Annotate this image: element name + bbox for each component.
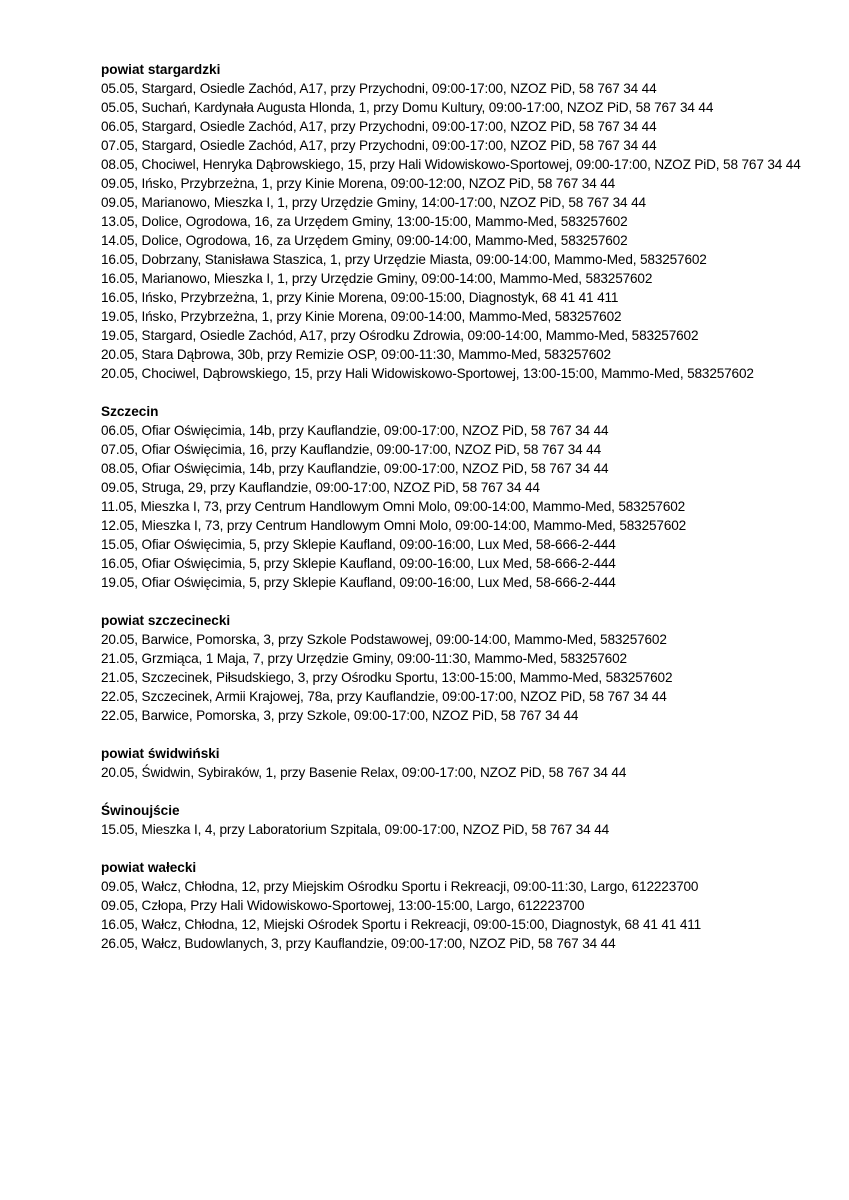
list-item: 05.05, Suchań, Kardynała Augusta Hlonda, 1, przy Domu Kultury, 09:00-17:00, NZOZ PiD, 58 767 34 44 (101, 100, 714, 115)
list-item: 22.05, Szczecinek, Armii Krajowej, 78a, przy Kauflandzie, 09:00-17:00, NZOZ PiD, 58 767 34 44 (101, 689, 667, 704)
section-powiat-swidwinski (101, 744, 821, 782)
list-item: 09.05, Struga, 29, przy Kauflandzie, 09:00-17:00, NZOZ PiD, 58 767 34 44 (101, 480, 540, 495)
list-item: 12.05, Mieszka I, 73, przy Centrum Handlowym Omni Molo, 09:00-14:00, Mammo-Med, 583257602 (101, 518, 687, 533)
document-page (101, 60, 821, 972)
list-item: 21.05, Grzmiąca, 1 Maja, 7, przy Urzędzie Gminy, 09:00-11:30, Mammo-Med, 583257602 (101, 651, 627, 666)
section-heading: powiat szczecinecki (101, 613, 231, 628)
section-heading: powiat wałecki (101, 860, 197, 875)
list-item: 07.05, Ofiar Oświęcimia, 16, przy Kauflandzie, 09:00-17:00, NZOZ PiD, 58 767 34 44 (101, 442, 601, 457)
list-item: 09.05, Marianowo, Mieszka I, 1, przy Urzędzie Gminy, 14:00-17:00, NZOZ PiD, 58 767 34 44 (101, 195, 646, 210)
list-item: 20.05, Chociwel, Dąbrowskiego, 15, przy Hali Widowiskowo-Sportowej, 13:00-15:00, Mammo-Med, 583257602 (101, 366, 754, 381)
list-item: 22.05, Barwice, Pomorska, 3, przy Szkole, 09:00-17:00, NZOZ PiD, 58 767 34 44 (101, 708, 579, 723)
list-item: 09.05, Człopa, Przy Hali Widowiskowo-Sportowej, 13:00-15:00, Largo, 612223700 (101, 898, 585, 913)
list-item: 19.05, Ińsko, Przybrzeżna, 1, przy Kinie Morena, 09:00-14:00, Mammo-Med, 583257602 (101, 309, 622, 324)
list-item: 11.05, Mieszka I, 73, przy Centrum Handlowym Omni Molo, 09:00-14:00, Mammo-Med, 583257602 (101, 499, 686, 514)
section-heading: powiat stargardzki (101, 62, 221, 77)
list-item: 05.05, Stargard, Osiedle Zachód, A17, przy Przychodni, 09:00-17:00, NZOZ PiD, 58 767 34 44 (101, 81, 657, 96)
list-item: 16.05, Ofiar Oświęcimia, 5, przy Sklepie Kaufland, 09:00-16:00, Lux Med, 58-666-2-444 (101, 556, 616, 571)
list-item: 16.05, Wałcz, Chłodna, 12, Miejski Ośrodek Sportu i Rekreacji, 09:00-15:00, Diagnostyk, 68 41 41 411 (101, 917, 702, 932)
section-swinoujscie (101, 801, 821, 839)
list-item: 09.05, Ińsko, Przybrzeżna, 1, przy Kinie Morena, 09:00-12:00, NZOZ PiD, 58 767 34 44 (101, 176, 616, 191)
section-heading: Szczecin (101, 404, 159, 419)
list-item: 09.05, Wałcz, Chłodna, 12, przy Miejskim Ośrodku Sportu i Rekreacji, 09:00-11:30, Largo, 612223700 (101, 879, 699, 894)
section-powiat-stargardzki (101, 60, 821, 383)
list-item: 20.05, Stara Dąbrowa, 30b, przy Remizie OSP, 09:00-11:30, Mammo-Med, 583257602 (101, 347, 611, 362)
list-item: 06.05, Stargard, Osiedle Zachód, A17, przy Przychodni, 09:00-17:00, NZOZ PiD, 58 767 34 44 (101, 119, 657, 134)
list-item: 19.05, Ofiar Oświęcimia, 5, przy Sklepie Kaufland, 09:00-16:00, Lux Med, 58-666-2-444 (101, 575, 616, 590)
section-powiat-walecki (101, 858, 821, 953)
section-powiat-szczecinecki (101, 611, 821, 725)
list-item: 15.05, Ofiar Oświęcimia, 5, przy Sklepie Kaufland, 09:00-16:00, Lux Med, 58-666-2-444 (101, 537, 616, 552)
list-item: 14.05, Dolice, Ogrodowa, 16, za Urzędem Gminy, 09:00-14:00, Mammo-Med, 583257602 (101, 233, 628, 248)
list-item: 08.05, Chociwel, Henryka Dąbrowskiego, 15, przy Hali Widowiskowo-Sportowej, 09:00-17:00, NZOZ PiD, 58 767 34 44 (101, 157, 801, 172)
section-szczecin (101, 402, 821, 592)
list-item: 15.05, Mieszka I, 4, przy Laboratorium Szpitala, 09:00-17:00, NZOZ PiD, 58 767 34 44 (101, 822, 610, 837)
list-item: 16.05, Marianowo, Mieszka I, 1, przy Urzędzie Gminy, 09:00-14:00, Mammo-Med, 583257602 (101, 271, 653, 286)
list-item: 26.05, Wałcz, Budowlanych, 3, przy Kauflandzie, 09:00-17:00, NZOZ PiD, 58 767 34 44 (101, 936, 616, 951)
section-heading: powiat świdwiński (101, 746, 220, 761)
section-heading: Świnoujście (101, 803, 180, 818)
list-item: 07.05, Stargard, Osiedle Zachód, A17, przy Przychodni, 09:00-17:00, NZOZ PiD, 58 767 34 44 (101, 138, 657, 153)
list-item: 08.05, Ofiar Oświęcimia, 14b, przy Kauflandzie, 09:00-17:00, NZOZ PiD, 58 767 34 44 (101, 461, 609, 476)
list-item: 20.05, Barwice, Pomorska, 3, przy Szkole Podstawowej, 09:00-14:00, Mammo-Med, 583257602 (101, 632, 667, 647)
list-item: 20.05, Świdwin, Sybiraków, 1, przy Basenie Relax, 09:00-17:00, NZOZ PiD, 58 767 34 44 (101, 765, 627, 780)
list-item: 13.05, Dolice, Ogrodowa, 16, za Urzędem Gminy, 13:00-15:00, Mammo-Med, 583257602 (101, 214, 628, 229)
list-item: 19.05, Stargard, Osiedle Zachód, A17, przy Ośrodku Zdrowia, 09:00-14:00, Mammo-Med, 583257602 (101, 328, 699, 343)
list-item: 06.05, Ofiar Oświęcimia, 14b, przy Kauflandzie, 09:00-17:00, NZOZ PiD, 58 767 34 44 (101, 423, 609, 438)
list-item: 21.05, Szczecinek, Piłsudskiego, 3, przy Ośrodku Sportu, 13:00-15:00, Mammo-Med, 583257602 (101, 670, 673, 685)
list-item: 16.05, Dobrzany, Stanisława Staszica, 1, przy Urzędzie Miasta, 09:00-14:00, Mammo-Med, 583257602 (101, 252, 707, 267)
list-item: 16.05, Ińsko, Przybrzeżna, 1, przy Kinie Morena, 09:00-15:00, Diagnostyk, 68 41 41 411 (101, 290, 619, 305)
